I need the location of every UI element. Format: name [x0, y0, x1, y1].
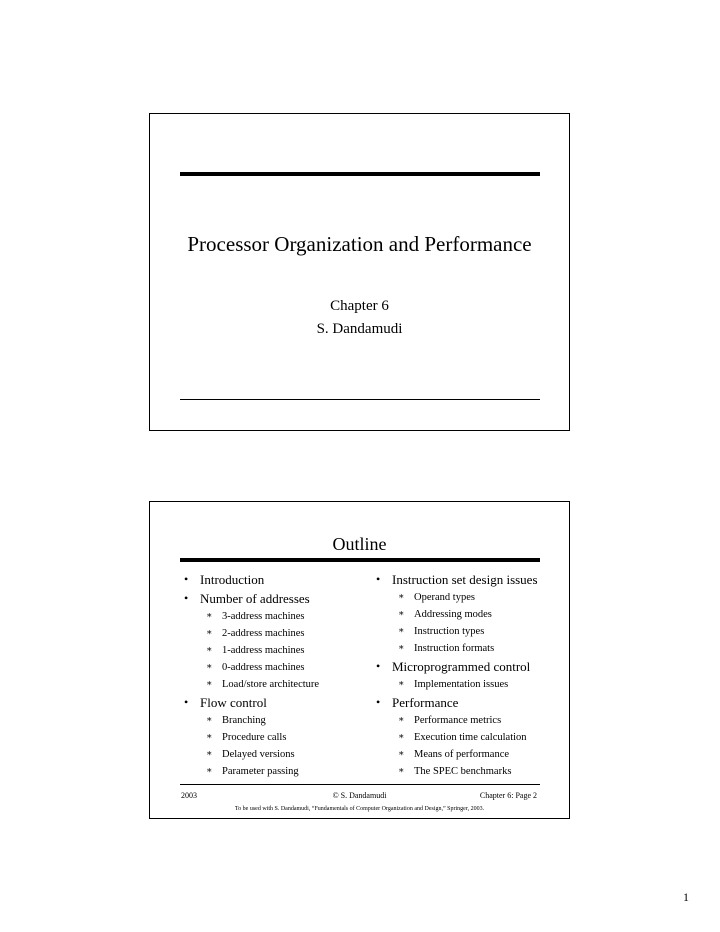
outline-subitem: [392, 676, 564, 693]
bottom-rule: [180, 784, 540, 785]
bullet-icon: •: [184, 572, 189, 586]
asterisk-bullet-icon: ∗: [206, 645, 213, 655]
asterisk-bullet-icon: ∗: [206, 732, 213, 742]
outline-sublist: [392, 589, 564, 657]
outline-subitem: [200, 676, 362, 693]
asterisk-bullet-icon: ∗: [398, 592, 405, 602]
outline-item-label: Performance: [392, 695, 459, 710]
outline-subitem: [200, 746, 362, 763]
outline-item: [172, 570, 362, 589]
bullet-icon: •: [376, 572, 381, 586]
outline-subitem-label: Implementation issues: [414, 679, 509, 690]
outline-subitem-label: 2-address machines: [222, 628, 305, 639]
top-rule: [180, 172, 540, 176]
outline-item-label: Introduction: [200, 572, 265, 587]
bullet-icon: •: [184, 591, 189, 605]
outline-title: Outline: [332, 534, 387, 554]
chapter-label: Chapter 6: [330, 298, 389, 314]
outline-subitem: [392, 746, 564, 763]
footer-copyright: © S. Dandamudi: [332, 791, 387, 800]
bullet-icon: •: [184, 695, 189, 709]
asterisk-bullet-icon: ∗: [398, 766, 405, 776]
author-label: S. Dandamudi: [316, 321, 403, 337]
outline-item-label: Number of addresses: [200, 591, 310, 606]
footer-page: Chapter 6: Page 2: [479, 791, 537, 800]
outline-subitem: [392, 589, 564, 606]
asterisk-bullet-icon: ∗: [206, 628, 213, 638]
outline-sublist: [392, 712, 564, 780]
bullet-icon: •: [376, 695, 381, 709]
outline-subitem-label: Means of performance: [414, 749, 510, 760]
asterisk-bullet-icon: ∗: [398, 732, 405, 742]
outline-subitem-label: Addressing modes: [414, 609, 492, 620]
asterisk-bullet-icon: ∗: [206, 611, 213, 621]
outline-item: [172, 589, 362, 693]
outline-subitem-label: Operand types: [414, 592, 475, 603]
outline-item-label: Microprogrammed control: [392, 659, 531, 674]
asterisk-bullet-icon: ∗: [398, 643, 405, 653]
outline-subitem: [392, 623, 564, 640]
outline-subitem: [200, 642, 362, 659]
outline-right-column: [364, 570, 564, 780]
bottom-rule: [180, 399, 540, 400]
outline-item: [364, 657, 564, 693]
outline-subitem-label: Instruction formats: [414, 643, 495, 654]
asterisk-bullet-icon: ∗: [398, 609, 405, 619]
footer-year: 2003: [181, 791, 197, 800]
title-slide: [149, 113, 570, 431]
outline-sublist: [200, 608, 362, 693]
footer-note: To be used with S. Dandamudi, “Fundamentals of Computer Organization and Design,” Springer, 2003.: [234, 806, 485, 812]
outline-slide: [149, 501, 570, 819]
outline-subitem-label: Parameter passing: [222, 766, 299, 777]
outline-subitem-label: Procedure calls: [222, 732, 287, 743]
outline-subitem-label: Branching: [222, 715, 266, 726]
outline-sublist: [392, 676, 564, 693]
asterisk-bullet-icon: ∗: [206, 715, 213, 725]
outline-subitem: [200, 729, 362, 746]
outline-sublist: [200, 712, 362, 780]
outline-subitem: [392, 606, 564, 623]
outline-item-label: Flow control: [200, 695, 267, 710]
asterisk-bullet-icon: ∗: [398, 626, 405, 636]
outline-subitem: [392, 712, 564, 729]
asterisk-bullet-icon: ∗: [206, 766, 213, 776]
slide-title: Processor Organization and Performance: [187, 232, 532, 256]
outline-left-column: [172, 570, 362, 780]
outline-item: [364, 570, 564, 657]
outline-subitem: [200, 763, 362, 780]
outline-subitem-label: Instruction types: [414, 626, 485, 637]
top-rule: [180, 558, 540, 562]
outline-subitem: [200, 608, 362, 625]
outline-subitem: [392, 763, 564, 780]
asterisk-bullet-icon: ∗: [206, 679, 213, 689]
outline-subitem-label: Delayed versions: [222, 749, 295, 760]
outline-subitem-label: The SPEC benchmarks: [414, 766, 512, 777]
outline-item: [364, 693, 564, 780]
asterisk-bullet-icon: ∗: [398, 749, 405, 759]
outline-subitem-label: Load/store architecture: [222, 679, 320, 690]
bullet-icon: •: [376, 659, 381, 673]
asterisk-bullet-icon: ∗: [398, 679, 405, 689]
outline-subitem-label: Execution time calculation: [414, 732, 527, 743]
asterisk-bullet-icon: ∗: [398, 715, 405, 725]
asterisk-bullet-icon: ∗: [206, 662, 213, 672]
asterisk-bullet-icon: ∗: [206, 749, 213, 759]
outline-subitem: [392, 640, 564, 657]
outline-subitem: [200, 625, 362, 642]
outline-item: [172, 693, 362, 780]
outline-subitem-label: 3-address machines: [222, 611, 305, 622]
outline-subitem: [200, 712, 362, 729]
outline-item-label: Instruction set design issues: [392, 572, 538, 587]
page-number: 1: [683, 890, 689, 904]
outline-subitem-label: 0-address machines: [222, 662, 305, 673]
outline-subitem-label: Performance metrics: [414, 715, 502, 726]
outline-subitem: [200, 659, 362, 676]
outline-subitem: [392, 729, 564, 746]
outline-subitem-label: 1-address machines: [222, 645, 305, 656]
